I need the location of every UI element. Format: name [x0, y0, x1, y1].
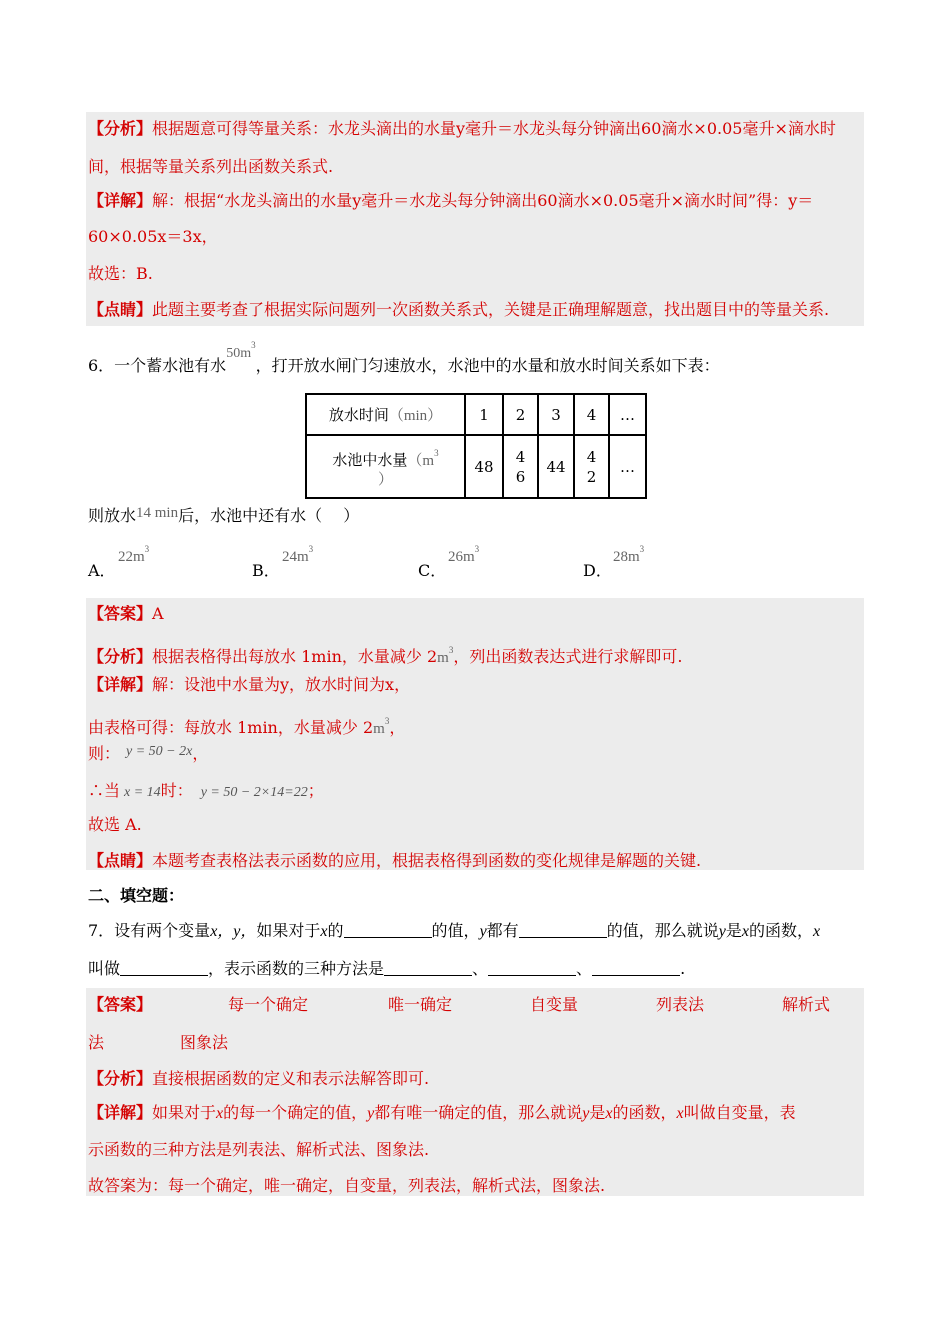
q5-analysis-line2: 间，根据等量关系列出函数关系式.	[88, 157, 334, 176]
q7-l1c: 的	[327, 921, 344, 940]
table-row	[306, 394, 646, 435]
q6-detail-l3a: 则：	[88, 744, 121, 763]
q7-answer-line1	[88, 994, 864, 1016]
q7-detail-b: 的每一个确定的值，	[223, 1103, 368, 1122]
analysis-tag: 【分析】	[88, 647, 153, 666]
q6-detail-line4	[88, 780, 324, 804]
q7-answer-5: 解析式	[782, 995, 831, 1014]
q6-ask-b: 后，水池中还有水（ ）	[178, 506, 360, 525]
q7-l1d: 的值，	[431, 921, 480, 940]
q7-l2a: 叫做	[88, 959, 121, 978]
q7-var-y2: y	[718, 923, 726, 940]
row2-label: 水池中水量	[332, 451, 408, 469]
table-row-label	[306, 435, 465, 498]
q7-answer-4: 列表法	[656, 995, 705, 1014]
q6-detail-l4b: 时：	[160, 781, 193, 800]
table-row-label	[306, 394, 465, 435]
table-cell: 4 2	[574, 435, 609, 498]
q7-analysis	[88, 1068, 429, 1090]
q7-detail-e: 的函数，	[612, 1103, 677, 1122]
q6-stem-a: 6．一个蓄水池有水	[88, 356, 227, 375]
q7-answer-6: 图象法	[180, 1033, 229, 1052]
q5-detail-line1	[88, 190, 813, 212]
comment-tag: 【点睛】	[88, 851, 153, 870]
q7-l1a: 7．设有两个变量	[88, 921, 211, 940]
q6-volume	[226, 340, 256, 361]
fill-blank-2[interactable]	[519, 921, 607, 938]
q6-detail-l4a: ∴当	[88, 781, 121, 800]
q7-detail-x3: x	[676, 1105, 684, 1122]
row2-unit-exp: 3	[434, 448, 439, 458]
q7-answer-3: 自变量	[530, 995, 579, 1014]
q6-analysis-b: ，列出函数表达式进行求解即可.	[453, 647, 683, 666]
q7-detail-line2: 示函数的三种方法是列表法、解析式法、图象法.	[88, 1140, 430, 1159]
answer-tag: 【答案】	[88, 604, 153, 623]
q6-detail-l4c: ；	[307, 781, 324, 800]
q5-comment-text: 此题主要考查了根据实际问题列一次函数关系式，关键是正确理解题意，找出题目中的等量关系.	[152, 300, 830, 319]
table-cell: 4 6	[503, 435, 538, 498]
q7-var-y: y	[479, 923, 487, 940]
q7-sep2: 、	[576, 959, 593, 978]
table-cell: 44	[538, 435, 574, 498]
q7-analysis-text: 直接根据函数的定义和表示法解答即可.	[152, 1069, 430, 1088]
detail-tag: 【详解】	[88, 1103, 153, 1122]
q7-l1e: 都有	[486, 921, 519, 940]
table-cell: 3	[538, 394, 574, 435]
q6-analysis-a: 根据表格得出每放水 1min，水量减少 2	[152, 647, 438, 666]
unit-text: m	[437, 650, 449, 666]
option-value-text: 24m	[282, 549, 309, 565]
option-value	[448, 544, 479, 566]
q7-answer-wrap: 法	[88, 1033, 105, 1052]
option-letter: D．	[583, 561, 612, 580]
q6-detail-l2b: ，	[389, 718, 406, 737]
table-cell: 48	[465, 435, 503, 498]
q6-stem-b: ，打开放水闸门匀速放水，水池中的水量和放水时间关系如下表：	[255, 356, 720, 375]
q6-ask-a: 则放水	[88, 506, 137, 525]
solution-block-q5	[86, 112, 864, 326]
fill-blank-4[interactable]	[384, 959, 472, 976]
analysis-tag: 【分析】	[88, 119, 153, 138]
q7-answer-2: 唯一确定	[388, 995, 453, 1014]
q7-l1f: 的值，那么就说	[606, 921, 719, 940]
q6-data-table	[305, 393, 647, 499]
q6-answer	[88, 603, 164, 625]
q5-detail-text1: 解：根据“水龙头滴出的水量y毫升＝水龙头每分钟滴出60滴水×0.05毫升×滴水时间”得：y＝	[152, 191, 814, 210]
detail-tag: 【详解】	[88, 675, 153, 694]
q6-volume-exp: 3	[251, 340, 256, 350]
row1-unit: （min）	[388, 408, 443, 424]
q7-detail-f: 叫做自变量，表	[683, 1103, 796, 1122]
q7-final: 故答案为：每一个确定，唯一确定，自变量，列表法，解析式法，图象法.	[88, 1176, 606, 1195]
q7-detail-x2: x	[605, 1105, 613, 1122]
q7-var-x2: x	[741, 923, 749, 940]
option-value	[613, 544, 644, 566]
q6-detail-l3b: ，	[192, 744, 209, 763]
q6-stem	[88, 340, 720, 379]
q6-answer-value: A	[152, 604, 164, 623]
option-letter: A．	[88, 561, 116, 580]
option-value	[282, 544, 313, 566]
option-value-exp: 3	[144, 544, 150, 554]
q7-detail-y2: y	[582, 1105, 590, 1122]
q7-answer-1: 每一个确定	[228, 995, 309, 1014]
q5-comment	[88, 299, 829, 321]
table-cell: 1	[465, 394, 503, 435]
q7-sep1: 、	[472, 959, 489, 978]
q7-detail-y: y	[367, 1105, 375, 1122]
detail-tag: 【详解】	[88, 191, 153, 210]
row1-label: 放水时间	[328, 406, 389, 424]
q6-analysis-unit	[437, 645, 454, 666]
q7-stem-line1	[88, 920, 820, 943]
row2-unit	[407, 448, 439, 469]
q6-result: y = 50 − 2×14=22	[200, 785, 308, 800]
option-value-exp: 3	[308, 544, 314, 554]
q6-ask-time: 14 min	[136, 505, 179, 521]
q6-volume-value: 50m	[226, 346, 252, 361]
q7-detail-d: 是	[589, 1103, 606, 1122]
q6-detail-line3	[88, 743, 208, 767]
option-letter: C．	[418, 561, 447, 580]
q7-detail-line1	[88, 1102, 796, 1125]
fill-blank-6[interactable]	[592, 959, 680, 976]
unit-exp: 3	[448, 645, 454, 655]
q5-detail-line2: 60×0.05x＝3x，	[88, 227, 218, 246]
q7-l1b: 如果对于	[256, 921, 321, 940]
q7-answer-line2	[88, 1032, 864, 1054]
q6-analysis	[88, 639, 682, 669]
fill-blank-3[interactable]	[120, 959, 208, 976]
q6-x-value: x = 14	[124, 785, 161, 800]
q7-l2b: ，表示函数的三种方法是	[208, 959, 385, 978]
q7-var-x3: x	[812, 923, 821, 940]
q7-detail-x: x	[216, 1105, 224, 1122]
option-value-text: 28m	[613, 549, 640, 565]
solution-block-q7	[86, 988, 864, 1196]
q7-stem-line2	[88, 958, 685, 980]
option-value-exp: 3	[474, 544, 480, 554]
row2-unit-close: ）	[377, 472, 393, 488]
table-cell: …	[609, 435, 646, 498]
analysis-tag: 【分析】	[88, 1069, 153, 1088]
table-cell: 2	[503, 394, 538, 435]
q7-var-x: x	[320, 923, 328, 940]
q6-detail-text1: 解：设池中水量为y，放水时间为x，	[152, 675, 411, 694]
q6-comment	[88, 850, 701, 872]
table-cell: …	[609, 394, 646, 435]
option-value-text: 26m	[448, 549, 475, 565]
option-value-exp: 3	[639, 544, 645, 554]
q5-analysis-line1	[88, 118, 836, 140]
comment-tag: 【点睛】	[88, 300, 153, 319]
table-cell: 4	[574, 394, 609, 435]
unit-text: m	[373, 721, 385, 737]
q6-detail-l2a: 由表格可得：每放水 1min，水量减少 2	[88, 718, 374, 737]
option-value-text: 22m	[118, 549, 145, 565]
q5-analysis-text1: 根据题意可得等量关系：水龙头滴出的水量y毫升＝水龙头每分钟滴出60滴水×0.05毫升×滴水时	[152, 119, 836, 138]
option-letter: B．	[252, 561, 280, 580]
fill-blank-5[interactable]	[488, 959, 576, 976]
q7-l1g: 是	[725, 921, 742, 940]
q7-detail-a: 如果对于	[152, 1103, 217, 1122]
q6-detail-line2	[88, 710, 405, 740]
q7-vars: x，y，	[210, 923, 257, 940]
fill-blank-1[interactable]	[344, 921, 432, 938]
q6-choice: 故选 A.	[88, 815, 142, 834]
row2-unit-open: （m	[407, 453, 435, 469]
q5-choice: 故选：B.	[88, 264, 153, 283]
q6-ask	[88, 505, 359, 528]
q6-detail-unit	[373, 716, 390, 737]
answer-tag: 【答案】	[88, 995, 153, 1014]
option-value	[118, 544, 149, 566]
section-heading: 二、填空题：	[88, 886, 185, 905]
q6-detail-line1	[88, 674, 410, 696]
unit-exp: 3	[384, 716, 390, 726]
table-row	[306, 435, 646, 498]
q6-comment-text: 本题考查表格法表示函数的应用，根据表格得到函数的变化规律是解题的关键.	[152, 851, 702, 870]
q6-formula: y = 50 − 2x	[126, 744, 193, 759]
q7-end: .	[680, 959, 686, 978]
q7-l1h: 的函数，	[748, 921, 813, 940]
q7-detail-c: 都有唯一确定的值，那么就说	[374, 1103, 583, 1122]
